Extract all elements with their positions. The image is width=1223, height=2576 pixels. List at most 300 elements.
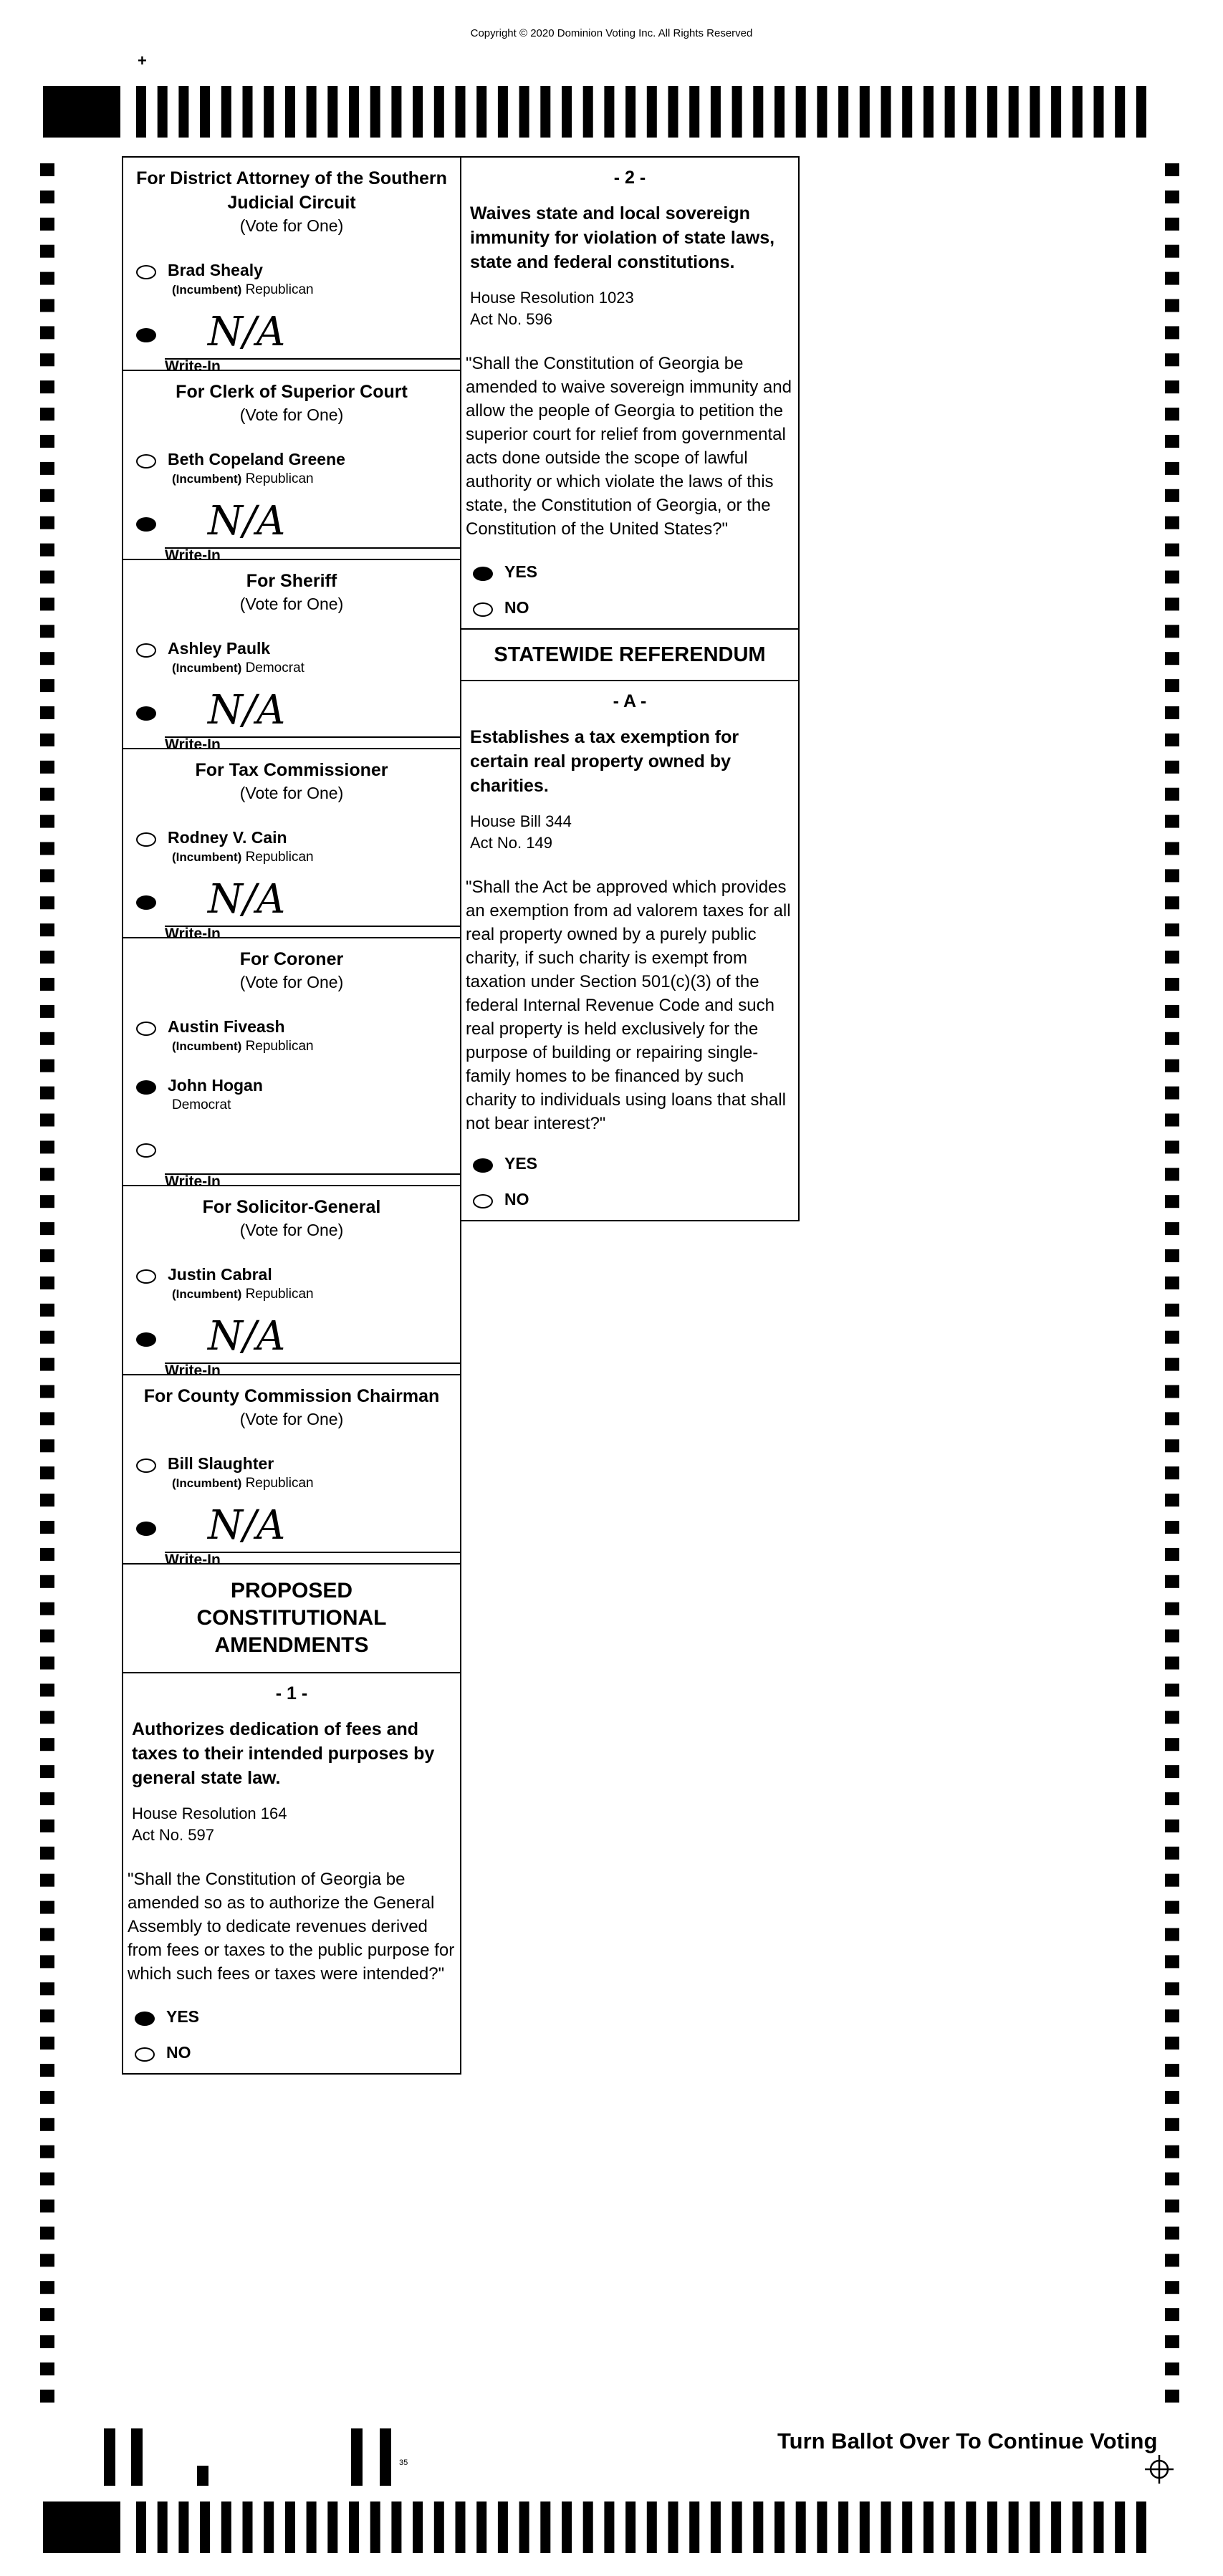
timing-mark [711,2501,721,2553]
vote-for-instruction: (Vote for One) [239,784,344,802]
ballot-code: 35 [399,2459,408,2467]
timing-mark [1165,815,1179,828]
timing-mark [1165,1874,1179,1887]
timing-mark [40,1630,54,1643]
timing-mark [1165,1657,1179,1670]
amendment-question: "Shall the Constitution of Georgia be amended to waive sovereign immunity and allow the people of Georgia to petition the superior court for relief from governmental acts done outside the scope of lawful authority or which violate the laws of this state, the Constitution of Georgia, or the Constitution of the United States?" [466,354,792,539]
timing-mark [519,86,529,138]
candidate-party: Democrat [172,1097,231,1112]
timing-mark [1165,2308,1179,2321]
timing-mark [732,2501,742,2553]
write-in-label: Write-In [165,1363,221,1379]
timing-mark [1165,2037,1179,2049]
timing-mark [243,86,253,138]
timing-mark [689,86,699,138]
timing-mark [1165,1032,1179,1045]
amendments-header: PROPOSED CONSTITUTIONAL AMENDMENTS [196,1579,387,1657]
timing-mark [136,2501,146,2553]
timing-mark [668,86,678,138]
timing-mark [1165,544,1179,557]
candidate-name: Brad Shealy [168,261,263,279]
timing-mark [40,2335,54,2348]
timing-mark [40,1168,54,1181]
timing-mark [40,1140,54,1153]
timing-mark [40,1792,54,1805]
amendment-2-box [461,158,798,630]
timing-mark [1165,597,1179,610]
timing-mark [178,86,188,138]
amendment-resolution: House Resolution 164 [132,1804,287,1822]
write-in-label: Write-In [165,736,221,753]
timing-mark [881,2501,891,2553]
timing-mark [40,1901,54,1914]
timing-mark [1165,1385,1179,1398]
timing-mark [1165,1738,1179,1751]
copyright-notice: Copyright © 2020 Dominion Voting Inc. All Rights Reserved [470,27,753,39]
candidate-oval[interactable] [136,1022,156,1036]
timing-mark [1030,86,1040,138]
write-in-option[interactable] [123,1500,460,1568]
write-in-oval[interactable] [136,328,156,342]
candidate-party: Democrat [245,660,304,676]
write-in-option[interactable] [123,1122,460,1190]
vote-for-instruction: (Vote for One) [239,595,344,613]
timing-mark [40,1683,54,1696]
timing-mark [349,86,359,138]
candidate-option[interactable] [123,1070,460,1122]
timing-mark [40,1059,54,1072]
timing-mark [1165,2145,1179,2158]
timing-mark [40,923,54,936]
timing-mark [40,245,54,258]
contest-title: For Solicitor-General [202,1197,381,1217]
yes-oval[interactable] [473,567,493,581]
timing-mark [774,86,785,138]
timing-mark [860,86,870,138]
timing-mark [40,1222,54,1235]
candidate-name: Justin Cabral [168,1265,272,1284]
timing-mark [40,869,54,882]
timing-mark [40,842,54,855]
timing-mark [1165,2281,1179,2294]
timing-mark [860,2501,870,2553]
timing-mark [689,2501,699,2553]
timing-mark [40,1847,54,1860]
timing-mark [40,1928,54,1941]
yes-option[interactable] [461,557,798,592]
timing-mark [1165,408,1179,420]
yes-oval[interactable] [135,2012,155,2026]
timing-mark [1165,1494,1179,1506]
timing-mark [1165,679,1179,692]
timing-mark [1165,923,1179,936]
write-in-option[interactable] [123,496,460,564]
timing-mark [40,2145,54,2158]
incumbent-tag: (Incumbent) [172,1476,242,1490]
timing-mark [40,761,54,774]
timing-mark [1165,1140,1179,1153]
timing-mark [1165,1982,1179,1995]
timing-mark [1165,2254,1179,2267]
candidate-oval[interactable] [136,1269,156,1284]
timing-mark [498,2501,508,2553]
yes-option[interactable] [123,2001,460,2037]
timing-mark [1009,86,1019,138]
timing-mark [924,86,934,138]
timing-mark [583,86,593,138]
candidate-option[interactable] [123,1448,460,1500]
incumbent-tag: (Incumbent) [172,472,242,486]
candidate-party: Republican [245,1476,314,1491]
candidate-party: Republican [245,850,314,865]
timing-mark [1165,1195,1179,1208]
write-in-option[interactable] [123,307,460,375]
candidate-oval[interactable] [136,1080,156,1095]
incumbent-tag: (Incumbent) [172,661,242,675]
timing-mark [221,86,231,138]
timing-mark [40,2254,54,2267]
contest-box [123,749,460,942]
incumbent-tag: (Incumbent) [172,850,242,864]
candidate-option[interactable] [123,633,460,685]
timing-mark [40,2173,54,2186]
contest-box [123,1375,460,1568]
yes-label: YES [504,562,538,581]
timing-mark [40,1820,54,1832]
timing-mark [349,2501,359,2553]
timing-mark [40,1466,54,1479]
contest-title: For District Attorney of the Southern Judicial Circuit [136,168,447,213]
write-in-oval[interactable] [136,895,156,910]
amendments-header-box [123,1565,460,1673]
timing-mark [40,299,54,312]
candidate-option[interactable] [123,822,460,874]
candidate-option[interactable] [123,444,460,496]
timing-mark [264,86,274,138]
handwritten-write-in: N/A [208,1502,286,1549]
timing-mark [40,191,54,203]
candidate-option[interactable] [123,255,460,307]
timing-mark [583,2501,593,2553]
timing-mark [40,1711,54,1724]
yes-oval[interactable] [473,1158,493,1173]
timing-mark [40,2064,54,2077]
timing-mark [562,2501,572,2553]
timing-mark [1165,299,1179,312]
timing-mark [158,2501,168,2553]
candidate-oval[interactable] [136,454,156,468]
timing-mark [1165,1521,1179,1534]
timing-mark [1165,652,1179,665]
candidate-oval[interactable] [136,832,156,847]
timing-mark [40,1738,54,1751]
timing-mark [1165,2118,1179,2131]
timing-mark [40,1331,54,1344]
timing-mark [391,86,401,138]
timing-mark [40,1874,54,1887]
timing-mark [434,86,444,138]
candidate-name: Rodney V. Cain [168,828,287,847]
candidate-name: John Hogan [168,1076,263,1095]
timing-mark [327,2501,337,2553]
contest-box [123,1186,460,1379]
write-in-label: Write-In [165,358,221,375]
timing-mark [1165,1847,1179,1860]
timing-mark [945,2501,955,2553]
write-in-option[interactable] [123,1311,460,1379]
incumbent-tag: (Incumbent) [172,1039,242,1053]
timing-mark [476,86,486,138]
timing-mark [604,2501,614,2553]
timing-mark [966,2501,976,2553]
no-oval[interactable] [135,2047,155,2062]
amendment-question: "Shall the Constitution of Georgia be amended so as to authorize the General Assembly to dedicate revenues derived from fees or taxes to the public purpose for which such fees or taxes were intended?" [128,1870,455,1984]
no-option[interactable] [461,1184,798,1220]
amendment-act-number: Act No. 596 [470,310,552,328]
timing-mark [987,86,997,138]
timing-mark [40,435,54,448]
timing-mark [40,706,54,719]
timing-mark [40,2037,54,2049]
timing-mark [40,1114,54,1127]
timing-mark [40,788,54,801]
timing-mark [966,86,976,138]
timing-mark [817,86,827,138]
timing-mark [1094,2501,1104,2553]
contest-title: For County Commission Chairman [143,1386,440,1406]
incumbent-tag: (Incumbent) [172,1287,242,1301]
timing-mark [881,86,891,138]
referendum-a-box [461,681,798,1221]
timing-mark [40,163,54,176]
timing-mark [40,1195,54,1208]
write-in-oval[interactable] [136,1143,156,1158]
timing-mark [1165,1114,1179,1127]
timing-mark [1165,1602,1179,1615]
timing-mark [838,86,848,138]
timing-mark [1165,1304,1179,1317]
timing-mark [40,896,54,909]
contest-box [123,158,460,375]
timing-mark [540,86,550,138]
candidate-party-line [172,1039,314,1054]
timing-mark [40,1602,54,1615]
timing-mark [1165,706,1179,719]
timing-mark [1165,1466,1179,1479]
contest-box [123,560,460,753]
timing-mark [40,815,54,828]
timing-mark [1165,163,1179,176]
write-in-oval[interactable] [136,1522,156,1536]
handwritten-write-in: N/A [208,498,286,544]
candidate-party: Republican [245,1039,314,1054]
timing-mark [817,2501,827,2553]
write-in-oval[interactable] [136,1332,156,1347]
timing-mark [40,544,54,557]
timing-mark [902,86,912,138]
timing-mark [243,2501,253,2553]
timing-mark [40,734,54,746]
timing-mark [1051,86,1061,138]
timing-mark [604,86,614,138]
no-oval[interactable] [473,1194,493,1208]
candidate-party-line [172,282,314,298]
referendum-header: STATEWIDE REFERENDUM [494,643,766,666]
timing-mark [40,1521,54,1534]
candidate-party-line [172,1097,231,1113]
write-in-option[interactable] [123,874,460,942]
no-oval[interactable] [473,602,493,617]
timing-mark [456,2501,466,2553]
timing-mark [1165,2200,1179,2213]
write-in-option[interactable] [123,685,460,753]
timing-mark [753,2501,763,2553]
timing-mark [40,2226,54,2239]
timing-mark [40,272,54,285]
amendment-resolution: House Resolution 1023 [470,289,634,307]
timing-mark [1165,1928,1179,1941]
timing-mark [307,86,317,138]
timing-mark [1165,462,1179,475]
yes-label: YES [166,2007,200,2026]
turn-ballot-instruction: Turn Ballot Over To Continue Voting [777,2428,1158,2454]
candidate-oval[interactable] [136,265,156,279]
vote-for-instruction: (Vote for One) [239,405,344,424]
timing-mark [1165,2390,1179,2403]
timing-mark [200,2501,210,2553]
timing-mark [285,86,295,138]
timing-mark [40,2281,54,2294]
write-in-label: Write-In [165,1173,221,1190]
top-timing-marks [43,86,1157,138]
timing-mark [40,2009,54,2022]
timing-mark [1165,951,1179,963]
candidate-name: Ashley Paulk [168,639,271,658]
timing-mark [1136,86,1146,138]
timing-mark [307,2501,317,2553]
timing-mark [1165,1683,1179,1696]
candidate-party: Republican [245,471,314,486]
timing-mark [434,2501,444,2553]
timing-mark [1165,1331,1179,1344]
timing-mark [1115,2501,1125,2553]
timing-mark [40,353,54,366]
timing-mark [1165,1765,1179,1778]
timing-mark [40,1494,54,1506]
timing-mark [1165,1548,1179,1561]
timing-mark [136,86,146,138]
timing-mark [40,1765,54,1778]
candidate-party-line [172,471,314,487]
timing-mark [1165,896,1179,909]
write-in-label: Write-In [165,926,221,942]
contest-title: For Clerk of Superior Court [176,382,408,402]
timing-mark [1165,1439,1179,1452]
incumbent-tag: (Incumbent) [172,283,242,297]
timing-mark [1165,2064,1179,2077]
timing-mark [40,2308,54,2321]
timing-mark [625,2501,636,2553]
timing-block [43,86,120,138]
candidate-name: Austin Fiveash [168,1017,285,1036]
timing-mark [647,2501,657,2553]
timing-mark [40,2363,54,2375]
vote-for-instruction: (Vote for One) [239,216,344,235]
candidate-party-line [172,660,304,676]
timing-mark [625,86,636,138]
timing-mark [40,1575,54,1588]
candidate-option[interactable] [123,1259,460,1311]
timing-mark [924,2501,934,2553]
timing-mark [1165,2226,1179,2239]
yes-option[interactable] [461,1148,798,1184]
timing-mark [40,1277,54,1289]
amendment-number: - 1 - [275,1683,308,1703]
timing-mark [945,86,955,138]
timing-mark [40,1005,54,1018]
vote-for-instruction: (Vote for One) [239,1221,344,1239]
handwritten-write-in: N/A [208,876,286,923]
no-label: NO [504,1190,529,1208]
candidate-oval[interactable] [136,1458,156,1473]
amendment-title: Waives state and local sovereign immunity for violation of state laws, state and federal constitutions. [470,203,775,272]
timing-mark [40,1249,54,1262]
handwritten-write-in: N/A [208,309,286,355]
candidate-name: Bill Slaughter [168,1454,274,1473]
contest-box [123,371,460,564]
no-option[interactable] [461,592,798,628]
timing-mark [987,2501,997,2553]
timing-mark [1165,761,1179,774]
write-in-oval[interactable] [136,706,156,721]
timing-mark [1165,1575,1179,1588]
candidate-oval[interactable] [136,643,156,658]
timing-mark [40,380,54,393]
timing-mark [413,86,423,138]
timing-mark [753,86,763,138]
referendum-title: Establishes a tax exemption for certain real property owned by charities. [470,727,739,796]
timing-mark [476,2501,486,2553]
write-in-label: Write-In [165,547,221,564]
timing-mark [40,1087,54,1100]
timing-mark [711,86,721,138]
timing-mark [40,652,54,665]
timing-mark [1165,1087,1179,1100]
timing-mark [1165,1168,1179,1181]
contest-title: For Tax Commissioner [195,760,388,780]
timing-mark [40,1955,54,1968]
timing-mark [1165,326,1179,339]
timing-mark [40,2118,54,2131]
timing-mark [1051,2501,1061,2553]
timing-mark [1030,2501,1040,2553]
timing-mark [40,1439,54,1452]
no-option[interactable] [123,2037,460,2073]
referendum-bill: House Bill 344 [470,812,572,830]
timing-mark [456,86,466,138]
timing-mark [1165,734,1179,746]
write-in-oval[interactable] [136,517,156,532]
timing-mark [796,2501,806,2553]
candidate-option[interactable] [123,1011,460,1063]
timing-mark [40,1304,54,1317]
timing-mark [1115,86,1125,138]
timing-mark [1165,1249,1179,1262]
referendum-question: "Shall the Act be approved which provides an exemption from ad valorem taxes for all real property owned by a purely public charity, if such charity is exempt from taxation under Section 501(c)(3) of the federal Internal Revenue Code and such real property is held exclusively for the purpose of building or repairing single-family homes to be financed by such charity to individuals using loans that shall not bear interest?" [466,878,791,1133]
timing-mark [668,2501,678,2553]
amendment-act-number: Act No. 597 [132,1826,214,1844]
timing-mark [838,2501,848,2553]
